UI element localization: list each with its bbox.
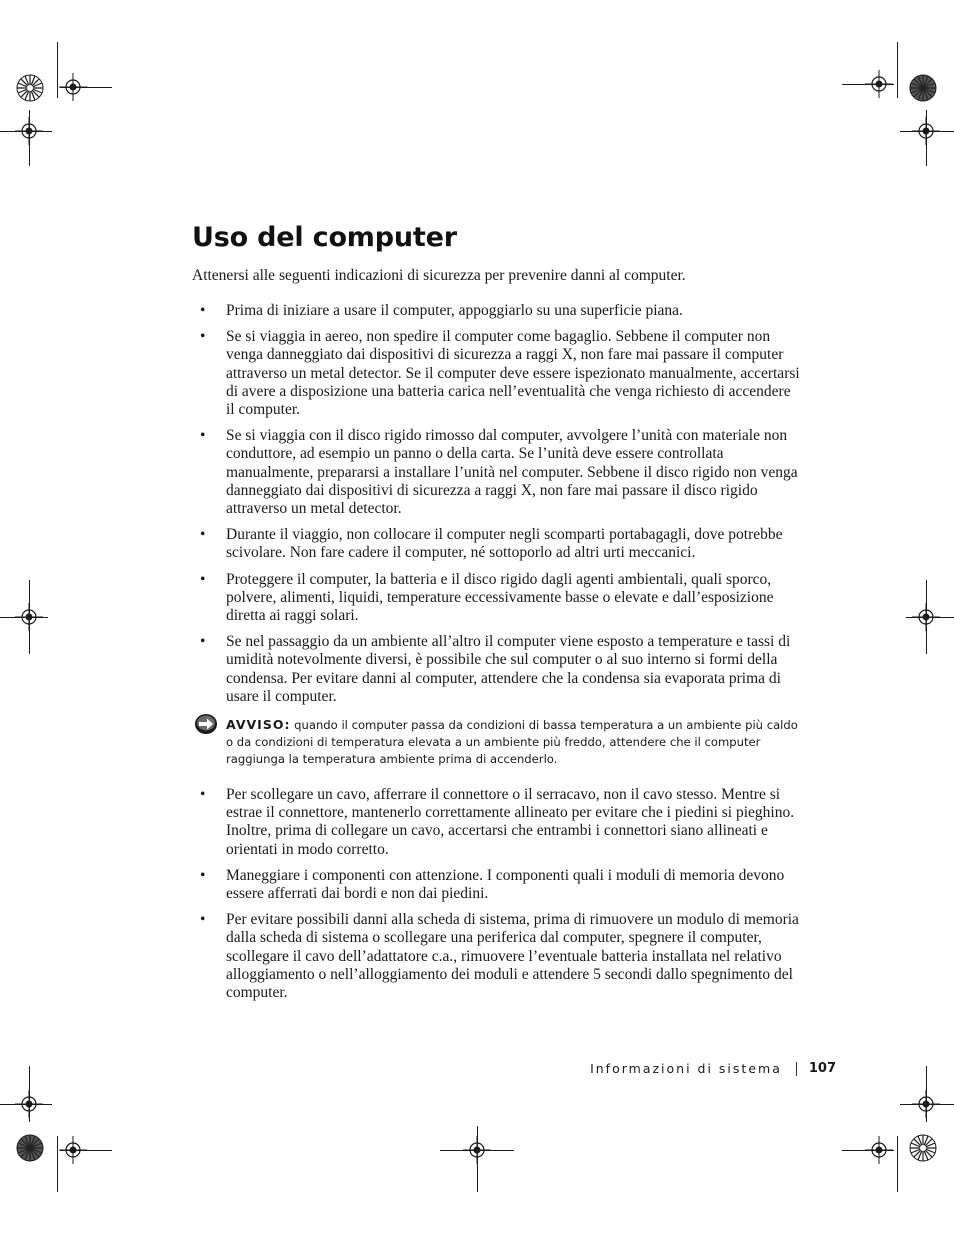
list-item <box>192 302 802 320</box>
notice-box <box>192 716 802 768</box>
crop-line <box>897 1136 898 1192</box>
list-item-text: Per evitare possibili danni alla scheda di sistema, prima di rimuovere un modulo di memoria dalla scheda di sistema o scollegare una periferica dal computer, spegnere il computer, scollegare il cavo dell’adattatore c.a., rimuovere l’eventuale batteria installata nel relativo alloggiamento o nell’alloggiamento dei moduli e attendere 5 secondi dallo spegnimento del computer. <box>226 911 799 1002</box>
bullet-icon: • <box>200 633 206 651</box>
bullet-icon: • <box>200 526 206 544</box>
notice-arrow-icon <box>194 712 218 736</box>
list-item-text: Se si viaggia con il disco rigido rimosso dal computer, avvolgere l’unità con materiale non conduttore, ad esempio un panno o della carta. Se l’unità deve essere controllata manualmente, prepararsi a installare l’unità nel computer. Sebbene il disco rigido non venga danneggiato dai dispositivi di sicurezza a raggi X, non fare mai passare il disco rigido attraverso un metal detector. <box>226 427 798 518</box>
color-registration-star-icon <box>16 74 44 102</box>
crop-line <box>0 617 48 618</box>
notice-label: AVVISO: <box>226 717 291 733</box>
intro-paragraph: Attenersi alle seguenti indicazioni di sicurezza per prevenire danni al computer. <box>192 267 686 284</box>
bullet-icon: • <box>200 427 206 445</box>
crop-line <box>842 1150 894 1151</box>
list-item <box>192 911 802 1002</box>
bullet-icon: • <box>200 328 206 346</box>
list-item <box>192 328 802 419</box>
crop-line <box>477 1126 478 1192</box>
bullet-icon: • <box>200 911 206 929</box>
safety-list-continued <box>192 786 802 1002</box>
crop-line <box>0 131 52 132</box>
crop-line <box>926 110 927 166</box>
crop-line <box>842 84 894 85</box>
crop-line <box>60 1150 112 1151</box>
list-item-text: Per scollegare un cavo, afferrare il connettore o il serracavo, non il cavo stesso. Mentre si estrae il connettore, mantenerlo correttamente allineato per evitare che i piedini si pieghino. Inoltre, prima di collegare un cavo, accertarsi che entrambi i connettori siano allineati e orientati in modo corretto. <box>226 786 795 858</box>
crop-line <box>926 1066 927 1122</box>
crop-line <box>29 110 30 166</box>
page-number: 107 <box>808 1061 836 1076</box>
footer-section-title: Informazioni di sistema <box>590 1061 782 1076</box>
list-item-text: Se nel passaggio da un ambiente all’altro il computer viene esposto a temperature e tassi di umidità notevolmente diversi, è possibile che sul computer o al suo interno si formi della condensa. Per evitare danni al computer, attendere che la condensa sia evaporata prima di usare il computer. <box>226 633 791 705</box>
bullet-icon: • <box>200 786 206 804</box>
list-item <box>192 633 802 706</box>
crop-line <box>60 87 112 88</box>
list-item-text: Maneggiare i componenti con attenzione. I componenti quali i moduli di memoria devono essere afferrati dai bordi e non dai piedini. <box>226 866 785 903</box>
color-registration-star-icon <box>16 1134 44 1162</box>
safety-list <box>192 302 802 706</box>
notice-text: quando il computer passa da condizioni di bassa temperatura a un ambiente più caldo o da condizioni di temperatura elevata a un ambiente più freddo, attendere che il computer raggiunga la temperatura ambiente prima di accenderlo. <box>226 718 798 767</box>
page-footer <box>590 1061 836 1076</box>
color-registration-star-icon <box>909 1134 937 1162</box>
crop-line <box>29 1066 30 1122</box>
crop-line <box>897 42 898 98</box>
list-item <box>192 571 802 626</box>
list-item-text: Prima di iniziare a usare il computer, appoggiarlo su una superficie piana. <box>226 302 683 319</box>
bullet-icon: • <box>200 302 206 319</box>
color-registration-star-icon <box>909 74 937 102</box>
crop-line <box>906 617 954 618</box>
crop-line <box>57 42 58 98</box>
list-item-text: Durante il viaggio, non collocare il computer negli scomparti portabagagli, dove potrebbe scivolare. Non fare cadere il computer, né sottoporlo ad altri urti meccanici. <box>226 526 783 562</box>
list-item <box>192 526 802 562</box>
crop-line <box>900 131 954 132</box>
list-item-text: Proteggere il computer, la batteria e il disco rigido dagli agenti ambientali, quali sporco, polvere, alimenti, liquidi, temperature eccessivamente basse o elevate e dall’esposizione diretta ai raggi solari. <box>226 570 774 625</box>
bullet-icon: • <box>200 866 206 884</box>
list-item <box>192 786 802 859</box>
page-title: Uso del computer <box>192 222 457 253</box>
bullet-icon: • <box>200 570 206 588</box>
list-item <box>192 867 802 903</box>
footer-divider <box>796 1062 797 1076</box>
main-content <box>192 222 802 1010</box>
crop-line <box>0 1104 52 1105</box>
list-item-text: Se si viaggia in aereo, non spedire il computer come bagaglio. Sebbene il computer non venga danneggiato dai dispositivi di sicurezza a raggi X, non fare mai passare il computer attraverso un metal detector. Se il computer deve essere ispezionato manualmente, accertarsi di avere a disposizione una batteria carica nell’eventualità che venga richiesto di accendere il computer. <box>226 328 800 419</box>
crop-line <box>57 1136 58 1192</box>
crop-line <box>900 1104 954 1105</box>
list-item <box>192 427 802 518</box>
